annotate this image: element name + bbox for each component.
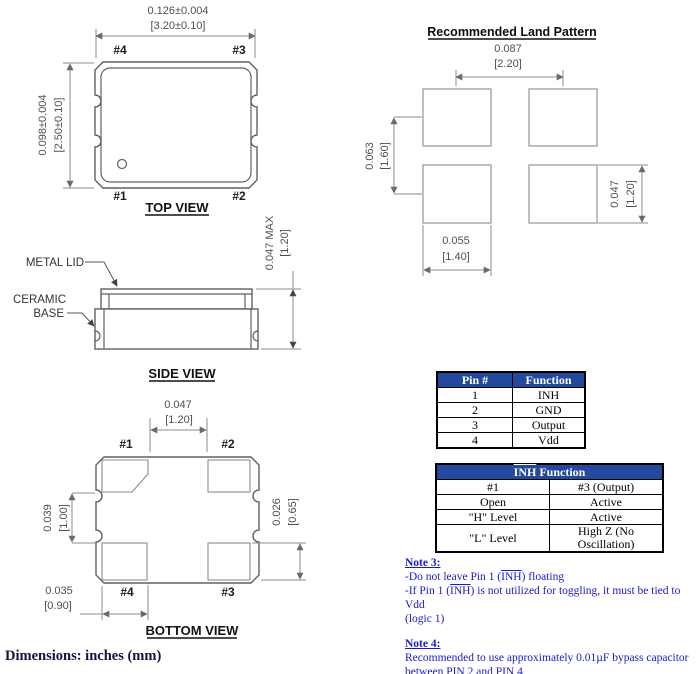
land-pad-top-left [423,89,491,146]
bottom-pin1-label: #1 [119,437,133,451]
inh-state-cell: #1 [436,480,550,495]
land-pad-bottom-left [423,165,491,223]
inh-overlined-text: $\overline{INH}$ [501,571,522,583]
side-view-drawing [0,195,310,390]
output-state-cell: #3 (Output) [550,480,664,495]
land-pitch-y-mm: [1.60] [379,142,391,170]
table-row [437,433,585,449]
inh-overlined-text: $\overline{INH}$ [513,464,537,479]
top-height-inches: 0.098±0.004 [37,94,49,156]
note4-title: Note 4: [405,638,441,650]
land-pad-height-dimension [598,165,648,223]
pin-function-cell: Vdd [513,433,586,449]
bottom-pad-w-inches: 0.035 [45,585,73,597]
land-pattern-title: Recommended Land Pattern [427,25,597,39]
land-pad-h-inches: 0.047 [609,180,621,208]
table-row [436,525,663,553]
table-row [437,388,585,403]
bottom-pin4-label: #4 [120,585,134,599]
bottom-pin2-label: #2 [221,437,235,451]
pin-table-header-row [437,372,585,388]
pin-function-table [436,371,586,449]
pin-number-cell: 4 [437,433,513,449]
pin-number-header: Pin # [437,372,513,388]
note4-line2: between PIN 2 and PIN 4 [405,666,523,674]
bottom-gap-inches: 0.047 [164,399,192,411]
note3-line1: -Do not leave Pin 1 $(\overline{INH})$ floating [405,571,565,583]
top-view-height-dimension [37,63,94,188]
inh-overlined-text: $\overline{INH}$ [450,585,471,597]
table-row [437,418,585,433]
table-row [437,403,585,418]
metal-lid-leader [85,262,117,286]
top-width-inches: 0.126±0.004 [147,5,209,17]
top-pin2-label: #2 [232,189,246,203]
side-view-lid-shape [101,289,252,309]
top-pin4-label: #4 [113,43,127,57]
ceramic-base-leader [67,313,94,326]
pin-function-cell: Output [513,418,586,433]
land-pad-bottom-right [529,165,597,223]
note3-line2: -If Pin 1 $(\overline{INH})$ is not utilized for toggling, it must be tied to Vdd (logic 1) [405,585,681,625]
side-view-title: SIDE VIEW [148,366,216,381]
land-pitch-y-inches: 0.063 [364,142,376,170]
pin-number-cell: 1 [437,388,513,403]
top-view-title: TOP VIEW [145,200,209,215]
bottom-view-title: BOTTOM VIEW [145,623,239,638]
table-row [436,510,663,525]
base-label: BASE [33,308,64,320]
note4-line1: Recommended to use approximately 0.01µF bypass capacitor [405,652,689,664]
function-header: Function [513,372,586,388]
pin-function-cell: GND [513,403,586,418]
land-pad-width-dimension [423,225,491,276]
inh-function-table [435,463,664,553]
pin-number-cell: 2 [437,403,513,418]
land-pad-h-mm: [1.20] [625,180,637,208]
inh-state-cell: "H" Level [436,510,550,525]
table-row [436,480,663,495]
bottom-pad-gap-dimension [150,399,207,452]
notes-section [405,556,700,674]
bottom-pin3-label: #3 [221,585,235,599]
bottom-pad-h-mm: [0.65] [287,498,299,526]
land-vertical-pitch-dimension [364,117,422,194]
bottom-pad-3 [208,543,250,580]
pin-number-cell: 3 [437,418,513,433]
bottom-pad-w-mm: [0.90] [44,600,72,612]
bottom-pad-4 [102,543,147,580]
ceramic-label: CERAMIC [12,294,66,306]
side-height-mm: [1.20] [279,229,291,257]
land-horizontal-pitch-dimension [456,43,563,86]
header-rest-text: Function [536,464,586,479]
table-row [436,495,663,510]
bottom-view-package-outline [96,457,259,583]
bottom-gap-y-mm: [1.00] [58,504,70,532]
units-note: Dimensions: inches (mm) [5,648,162,664]
bottom-vertical-gap-dimension [42,493,95,543]
bottom-gap-mm: [1.20] [165,414,193,426]
output-state-cell: High Z (No Oscillation) [550,525,664,553]
land-pad-w-mm: [1.40] [442,251,470,263]
bottom-pad-2 [208,460,250,492]
top-width-mm: [3.20±0.10] [150,20,206,32]
side-view-base-shape [95,309,258,349]
top-pin3-label: #3 [232,43,246,57]
output-state-cell: Active [550,510,664,525]
note3-title: Note 3: [405,557,441,569]
inh-state-cell: "L" Level [436,525,550,553]
bottom-view-drawing [0,390,330,674]
land-pattern-drawing [355,20,700,285]
output-state-cell: Active [550,495,664,510]
pin-function-cell [513,388,586,403]
inh-state-cell: Open [436,495,550,510]
top-height-mm: [2.50±0.10] [53,97,65,153]
side-view-height-dimension [256,215,301,349]
top-pin1-label: #1 [113,189,127,203]
inh-function-header [436,464,663,480]
land-pitch-x-inches: 0.087 [494,43,522,55]
land-pad-w-inches: 0.055 [442,235,470,247]
side-height-inches: 0.047 MAX [264,215,276,271]
metal-lid-label: METAL LID [25,257,84,269]
bottom-pad-h-inches: 0.026 [271,498,283,526]
top-view-package-outline [95,62,257,188]
land-pitch-x-mm: [2.20] [494,58,522,70]
inh-table-header-row [436,464,663,480]
bottom-gap-y-inches: 0.039 [42,504,54,532]
inh-overlined-text: $\overline{INH}$ [537,387,560,402]
bottom-pad-height-dimension [252,498,306,580]
land-pad-top-right [529,89,597,146]
